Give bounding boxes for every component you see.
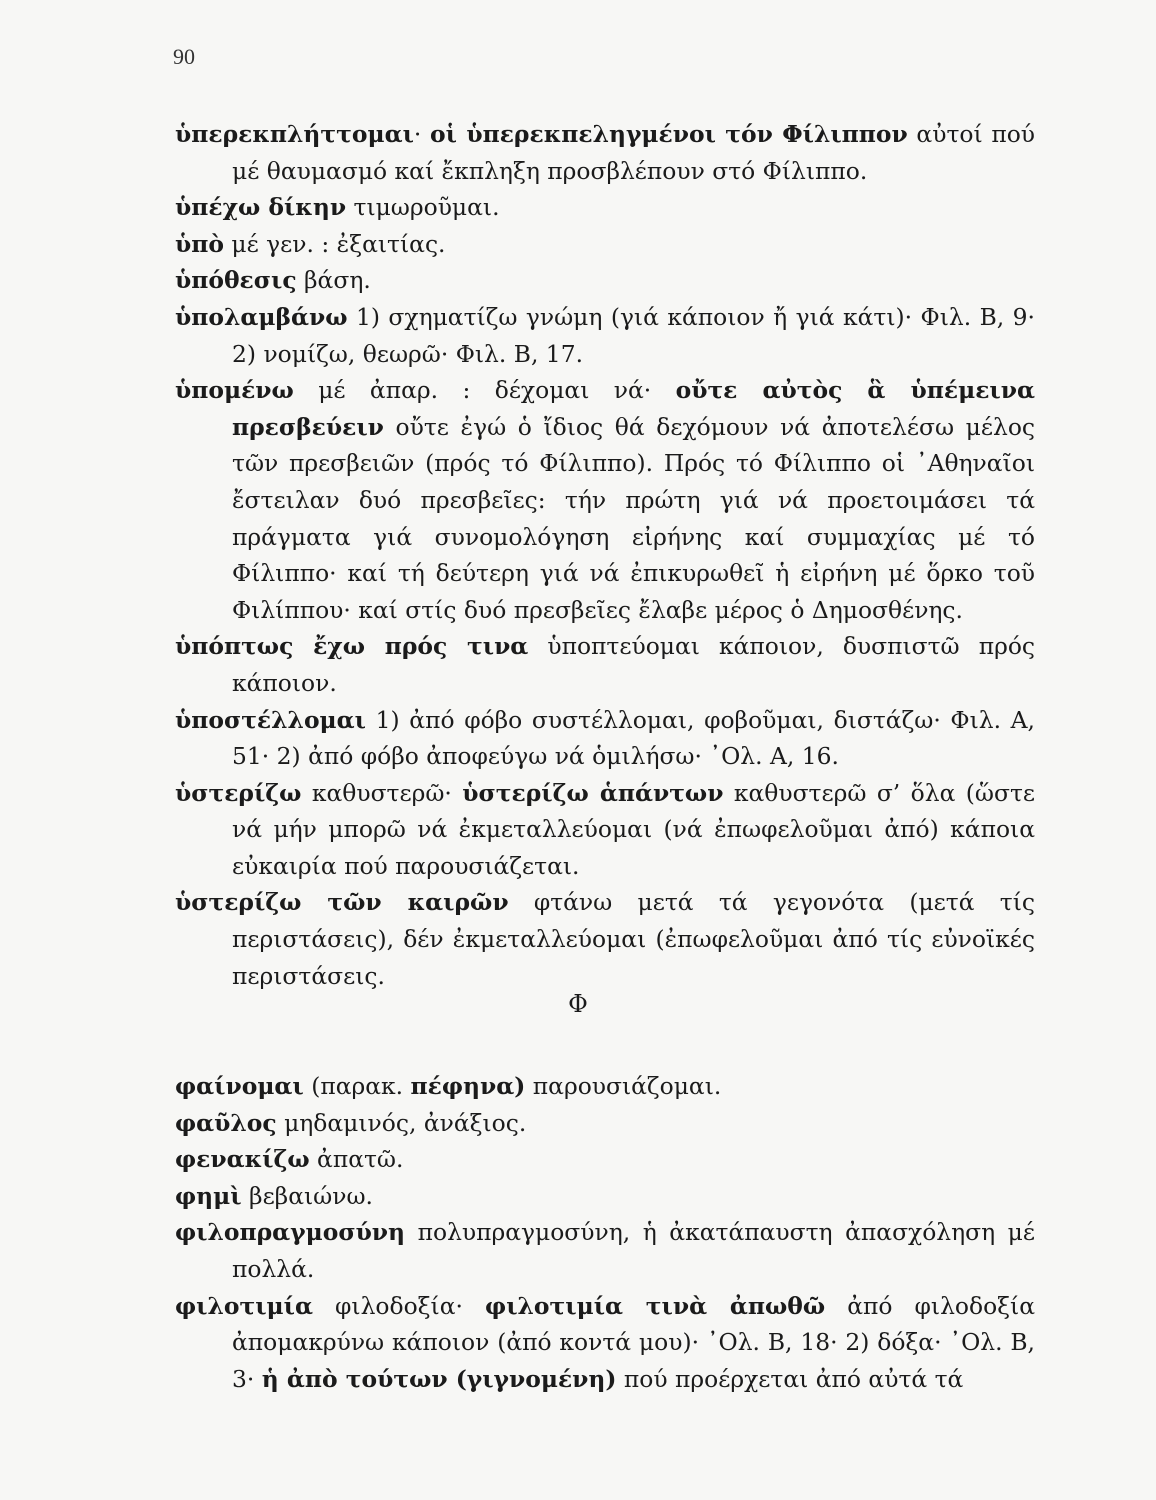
entry-headword: ὑποστέλλομαι: [175, 705, 366, 734]
entry-definition: ὑποπτεύομαι κάποιον, δυσπιστῶ πρός κάποιον.: [232, 632, 1035, 697]
entry-definition: καθυστερῶ·: [301, 778, 463, 807]
glossary-entry: [175, 226, 1035, 263]
glossary-entry: [175, 1141, 1035, 1178]
entry-phrase: οὔτε αὐτὸς ἃ ὑπέμεινα πρεσβεύειν: [232, 376, 1035, 441]
glossary-entry: [175, 1214, 1035, 1287]
glossary-entry: [175, 702, 1035, 775]
entry-definition: 1) ἀπό φόβο συστέλλομαι, φοβοῦμαι, διστάζω· Φιλ. Α, 51· 2) ἀπό φόβο ἀποφεύγω νά ὁμιλήσω· ᾿Ολ. Α, 16.: [232, 705, 1035, 771]
glossary-entry: [175, 884, 1035, 994]
entry-phrase: ὑστερίζω ἁπάντων: [462, 778, 724, 807]
entry-definition: μέ γεν. : ἐξαιτίας.: [223, 229, 446, 258]
page-number: 90: [173, 44, 195, 69]
entry-headword: φημὶ: [175, 1181, 242, 1210]
entry-phrase: ἡ ἀπὸ τούτων (γιγνομένη): [261, 1364, 617, 1393]
glossary-entry: [175, 628, 1035, 701]
entry-definition: αὐτοί πού μέ θαυμασμό καί ἔκπληξη προσβλέπουν στό Φίλιππο.: [232, 120, 1035, 185]
entry-definition: βάση.: [296, 266, 371, 295]
entry-definition: ἀπατῶ.: [309, 1145, 404, 1174]
entry-definition: πού προέρχεται ἀπό αὐτά τά: [616, 1364, 964, 1393]
entry-headword: ὑπολαμβάνω: [175, 302, 348, 331]
glossary-entry: [175, 1288, 1035, 1398]
glossary-entry: [175, 1105, 1035, 1142]
section-heading-phi: Φ: [568, 990, 588, 1018]
entry-definition: πολυπραγμοσύνη, ἡ ἀκατάπαυστη ἀπασχόληση μέ πολλά.: [232, 1218, 1035, 1283]
entry-headword: φενακίζω: [175, 1145, 310, 1174]
glossary-entry: [175, 372, 1035, 628]
entry-headword: ὑπομένω: [175, 376, 294, 405]
glossary-entry: [175, 262, 1035, 299]
entry-headword: ὑπερεκπλήττομαι: [175, 120, 414, 148]
entry-headword: ὑπέχω δίκην: [175, 193, 347, 222]
entry-definition: ἀπό φιλοδοξία ἀπομακρύνω κάποιον (ἀπό κοντά μου)· ᾿Ολ. Β, 18· 2) δόξα· ᾿Ολ. Β, 3·: [232, 1291, 1036, 1393]
entry-definition: παρουσιάζομαι.: [525, 1072, 722, 1100]
entry-definition: τιμωροῦμαι.: [346, 193, 500, 222]
glossary-entries-phi: [175, 1068, 1035, 1397]
entry-definition: ·: [413, 120, 431, 148]
entry-phrase: φιλοτιμία τινὰ ἀπωθῶ: [485, 1291, 826, 1320]
glossary-entry: [175, 116, 1035, 189]
entry-headword: φαῦλος: [175, 1108, 277, 1137]
glossary-entry: [175, 1068, 1035, 1105]
glossary-entry: [175, 775, 1035, 885]
entry-headword: ὑπὸ: [175, 229, 224, 258]
glossary-entry: [175, 299, 1035, 372]
entry-headword: φιλοτιμία: [175, 1291, 313, 1320]
entry-headword: ὑπόθεσις: [175, 266, 297, 295]
entry-headword: ὑστερίζω: [175, 778, 302, 807]
entry-phrase: πέφηνα): [410, 1072, 526, 1100]
entry-definition: 1) σχηματίζω γνώμη (γιά κάποιον ἤ γιά κάτι)· Φιλ. Β, 9· 2) νομίζω, θεωρῶ· Φιλ. Β, 17.: [232, 302, 1035, 368]
entry-definition: φιλοδοξία·: [312, 1291, 486, 1320]
entry-headword: ὑστερίζω τῶν καιρῶν: [175, 888, 509, 917]
entry-definition: μηδαμινός, ἀνάξιος.: [276, 1108, 527, 1137]
entry-definition: μέ ἀπαρ. : δέχομαι νά·: [293, 376, 676, 405]
glossary-entry: [175, 1178, 1035, 1215]
entry-definition: (παρακ.: [303, 1072, 411, 1100]
entry-headword: φαίνομαι: [175, 1072, 304, 1100]
entry-definition: οὔτε ἐγώ ὁ ἴδιος θά δεχόμουν νά ἀποτελέσω μέλος τῶν πρεσβειῶν (πρός τό Φίλιππο). Πρός τό Φίλιππο οἱ ᾿Αθηναῖοι ἔστειλαν δυό πρεσβεῖες: τήν πρώτη γιά νά προετοιμάσει τά πράγματα γιά συνομολόγηση εἰρήνης καί συμμαχίας μέ τό Φίλιππο· καί τή δεύτερη γιά νά ἐπικυρωθεῖ ἡ εἰρήνη μέ ὅρκο τοῦ Φιλίππου· καί στίς δυό πρεσβεῖες ἔλαβε μέρος ὁ Δημοσθένης.: [232, 412, 1035, 624]
glossary-entries-upsilon: [175, 116, 1035, 994]
entry-phrase: οἱ ὑπερεκπεληγμένοι τόν Φίλιππον: [430, 120, 908, 148]
entry-definition: φτάνω μετά τά γεγονότα (μετά τίς περιστάσεις), δέν ἐκμεταλλεύομαι (ἐπωφελοῦμαι ἀπό τίς εὐνοϊκές περιστάσεις.: [232, 888, 1035, 990]
entry-definition: βεβαιώνω.: [241, 1181, 373, 1210]
entry-headword: ὑπόπτως ἔχω πρός τινα: [175, 632, 529, 661]
glossary-entry: [175, 189, 1035, 226]
entry-definition: καθυστερῶ σ’ ὅλα (ὥστε νά μήν μπορῶ νά ἐκμεταλλεύομαι (νά ἐπωφελοῦμαι ἀπό) κάποια εὐκαιρία πού παρουσιάζεται.: [232, 778, 1036, 880]
entry-headword: φιλοπραγμοσύνη: [175, 1218, 406, 1247]
